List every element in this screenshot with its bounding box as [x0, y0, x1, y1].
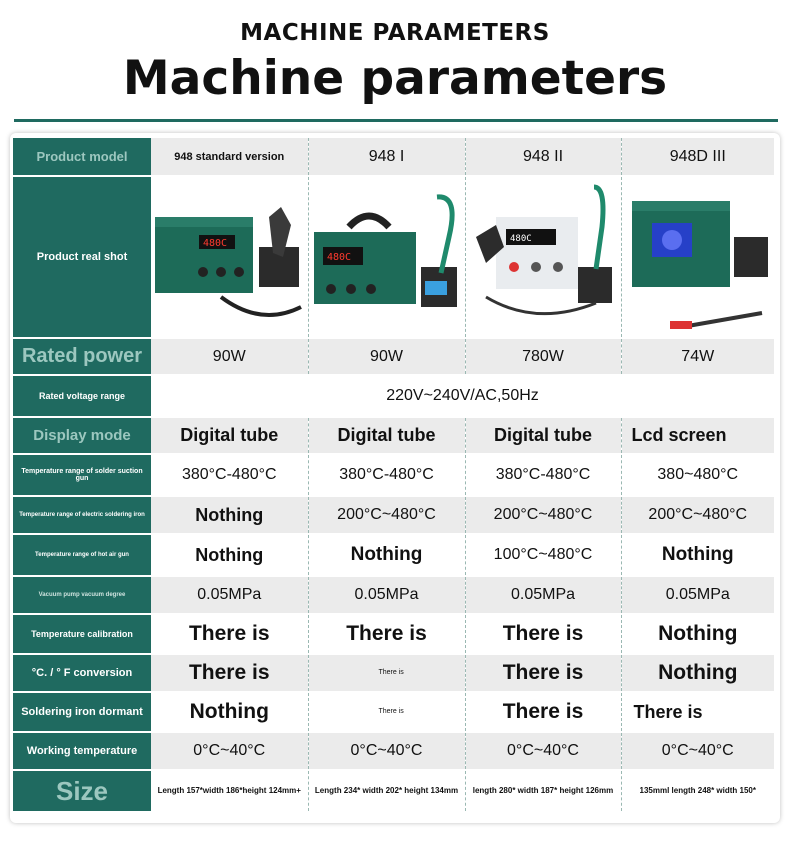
- value-cell: 380~480°C: [621, 454, 774, 496]
- value-cell: 90W: [151, 338, 308, 375]
- section-title-large: Machine parameters: [122, 51, 668, 106]
- soldering-station-948d-3-image: [621, 176, 774, 338]
- value-cell: Length 234* width 202* height 134mm: [308, 770, 465, 812]
- value-cell: There is: [308, 692, 465, 732]
- value-cell: Nothing: [308, 534, 465, 576]
- title-divider: [14, 119, 778, 122]
- soldering-station-948-2-image: [465, 176, 621, 338]
- value-cell: There is: [465, 614, 621, 654]
- value-cell: Digital tube: [151, 417, 308, 454]
- value-cell: Nothing: [621, 654, 774, 692]
- value-cell: 0.05MPa: [621, 576, 774, 614]
- label-temperature-calibration: Temperature calibration: [13, 614, 151, 654]
- model-948-1: 948 I: [308, 138, 465, 176]
- label-display-mode: Display mode: [13, 417, 151, 454]
- label-iron-dormant: Soldering iron dormant: [13, 692, 151, 732]
- row-display-mode: [13, 417, 774, 454]
- value-cell: Nothing: [151, 496, 308, 534]
- row-product-model: [13, 138, 774, 176]
- value-cell: 0.05MPa: [465, 576, 621, 614]
- value-cell: Digital tube: [308, 417, 465, 454]
- value-cell: 135mml length 248* width 150*: [621, 770, 774, 812]
- row-size: [13, 770, 774, 812]
- value-cell: There is: [465, 692, 621, 732]
- label-working-temperature: Working temperature: [13, 732, 151, 770]
- value-cell: 0.05MPa: [308, 576, 465, 614]
- display-readout: 480C: [326, 252, 351, 263]
- value-cell: 90W: [308, 338, 465, 375]
- value-cell: Lcd screen: [621, 417, 774, 454]
- value-cell: There is: [151, 654, 308, 692]
- label-product-model: Product model: [13, 138, 151, 176]
- row-product-shot: [13, 176, 774, 338]
- value-cell: 0°C~40°C: [465, 732, 621, 770]
- label-vacuum-degree: Vacuum pump vacuum degree: [13, 576, 151, 614]
- value-cell: There is: [151, 614, 308, 654]
- value-cell-merged: 220V~240V/AC,50Hz: [151, 375, 774, 417]
- row-soldering-iron-temp: [13, 496, 774, 534]
- display-readout: 480C: [509, 234, 532, 244]
- value-cell: 380°C-480°C: [308, 454, 465, 496]
- value-cell: Nothing: [151, 534, 308, 576]
- row-hot-air-gun-temp: [13, 534, 774, 576]
- model-948-2: 948 II: [465, 138, 621, 176]
- value-cell: Nothing: [621, 534, 774, 576]
- parameters-table: [13, 138, 774, 813]
- value-cell: 0°C~40°C: [621, 732, 774, 770]
- label-size: Size: [13, 770, 151, 812]
- row-rated-voltage: [13, 375, 774, 417]
- value-cell: 0°C~40°C: [308, 732, 465, 770]
- display-readout: 480C: [203, 238, 228, 249]
- value-cell: 100°C~480°C: [465, 534, 621, 576]
- value-cell: 780W: [465, 338, 621, 375]
- label-soldering-iron-temp: Temperature range of electric soldering iron: [13, 496, 151, 534]
- label-suction-gun-temp: Temperature range of solder suction gun: [13, 454, 151, 496]
- value-cell: 200°C~480°C: [621, 496, 774, 534]
- label-rated-power: Rated power: [13, 338, 151, 375]
- value-cell: There is: [465, 654, 621, 692]
- model-948d-3: 948D III: [621, 138, 774, 176]
- value-cell: 74W: [621, 338, 774, 375]
- label-unit-conversion: °C. / ° F conversion: [13, 654, 151, 692]
- value-cell: 200°C~480°C: [465, 496, 621, 534]
- value-cell: 380°C-480°C: [465, 454, 621, 496]
- row-working-temperature: [13, 732, 774, 770]
- value-cell: Digital tube: [465, 417, 621, 454]
- soldering-station-948-1-image: [308, 176, 465, 338]
- row-iron-dormant: [13, 692, 774, 732]
- value-cell: 0°C~40°C: [151, 732, 308, 770]
- value-cell: There is: [308, 614, 465, 654]
- section-title-small: MACHINE PARAMETERS: [240, 20, 550, 46]
- model-948-standard: 948 standard version: [151, 138, 308, 176]
- row-temperature-calibration: [13, 614, 774, 654]
- row-rated-power: [13, 338, 774, 375]
- value-cell: 0.05MPa: [151, 576, 308, 614]
- soldering-station-948-image: [151, 176, 308, 338]
- value-cell: There is: [308, 654, 465, 692]
- label-product-shot: Product real shot: [13, 176, 151, 338]
- row-suction-gun-temp: [13, 454, 774, 496]
- value-cell: 200°C~480°C: [308, 496, 465, 534]
- value-cell: length 280* width 187* height 126mm: [465, 770, 621, 812]
- value-cell: Length 157*width 186*height 124mm+: [151, 770, 308, 812]
- label-rated-voltage: Rated voltage range: [13, 375, 151, 417]
- value-cell: Nothing: [621, 614, 774, 654]
- value-cell: There is: [621, 692, 774, 732]
- row-unit-conversion: [13, 654, 774, 692]
- row-vacuum-degree: [13, 576, 774, 614]
- value-cell: Nothing: [151, 692, 308, 732]
- value-cell: 380°C-480°C: [151, 454, 308, 496]
- label-hot-air-gun-temp: Temperature range of hot air gun: [13, 534, 151, 576]
